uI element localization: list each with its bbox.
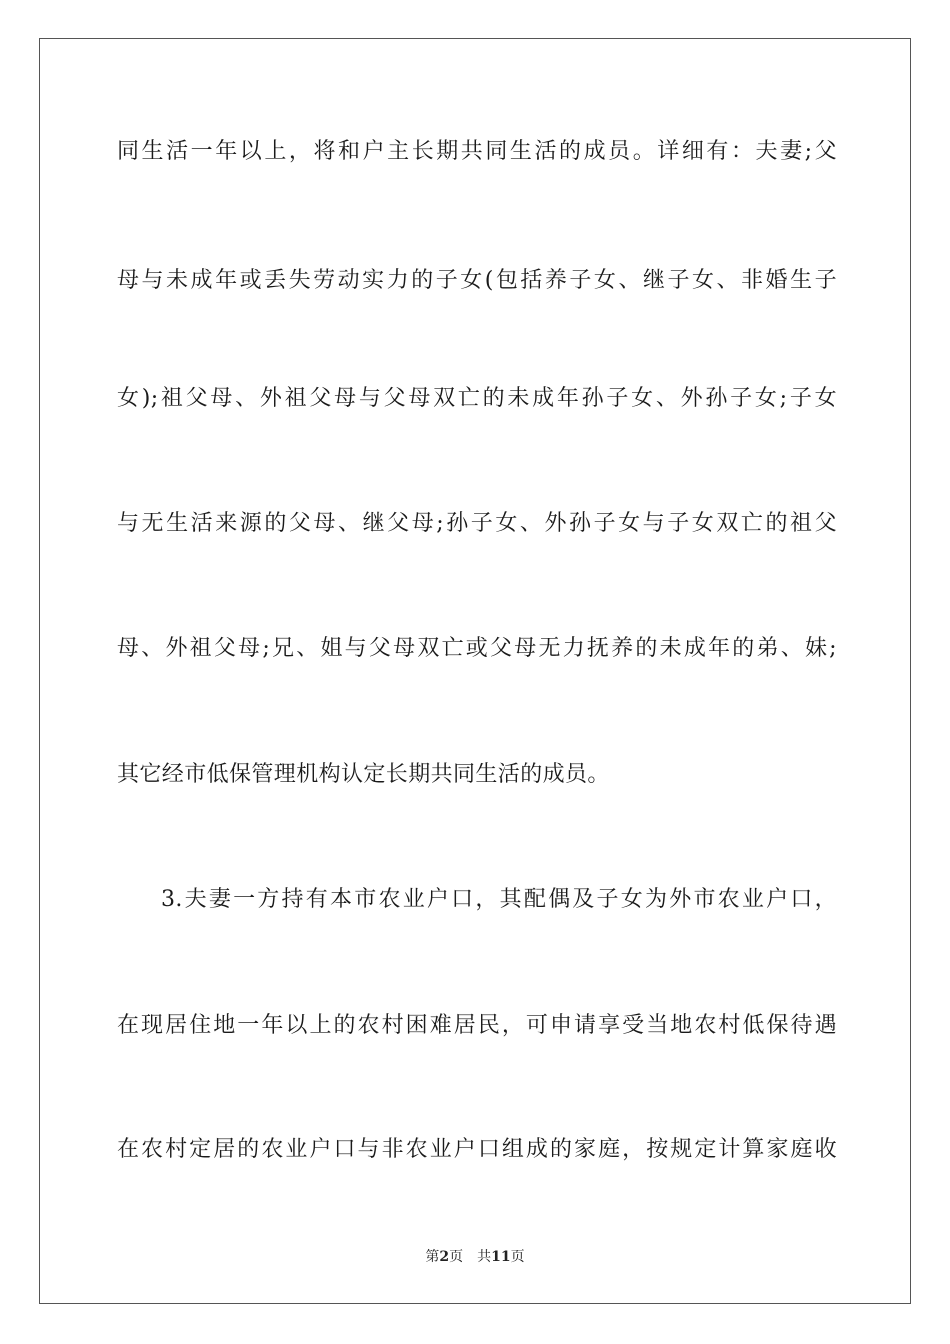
page-label-prefix: 第 bbox=[425, 1249, 440, 1265]
page-label-suffix: 页 bbox=[449, 1249, 464, 1265]
text-line-2: 母与未成年或丢失劳动实力的子女(包括养子女、继子女、非婚生子 bbox=[117, 268, 837, 293]
text-line-8: 在现居住地一年以上的农村困难居民，可申请享受当地农村低保待遇 bbox=[117, 1013, 837, 1038]
page-border bbox=[39, 38, 911, 1304]
text-line-9: 在农村定居的农业户口与非农业户口组成的家庭，按规定计算家庭收 bbox=[117, 1137, 837, 1162]
text-line-1: 同生活一年以上，将和户主长期共同生活的成员。详细有：夫妻;父 bbox=[117, 139, 837, 164]
text-line-7: 3.夫妻一方持有本市农业户口，其配偶及子女为外市农业户口， bbox=[161, 887, 837, 912]
current-page-number: 2 bbox=[439, 1249, 450, 1265]
text-line-6: 其它经市低保管理机构认定长期共同生活的成员。 bbox=[117, 762, 610, 787]
text-line-5: 母、外祖父母;兄、姐与父母双亡或父母无力抚养的未成年的弟、妹; bbox=[117, 636, 837, 661]
total-page-number: 11 bbox=[491, 1249, 511, 1265]
total-label-suffix: 页 bbox=[510, 1249, 525, 1265]
text-line-4: 与无生活来源的父母、继父母;孙子女、外孙子女与子女双亡的祖父 bbox=[117, 511, 837, 536]
page-footer bbox=[0, 1248, 950, 1266]
text-line-3: 女);祖父母、外祖父母与父母双亡的未成年孙子女、外孙子女;子女 bbox=[117, 386, 837, 411]
total-label-prefix: 共 bbox=[477, 1249, 492, 1265]
